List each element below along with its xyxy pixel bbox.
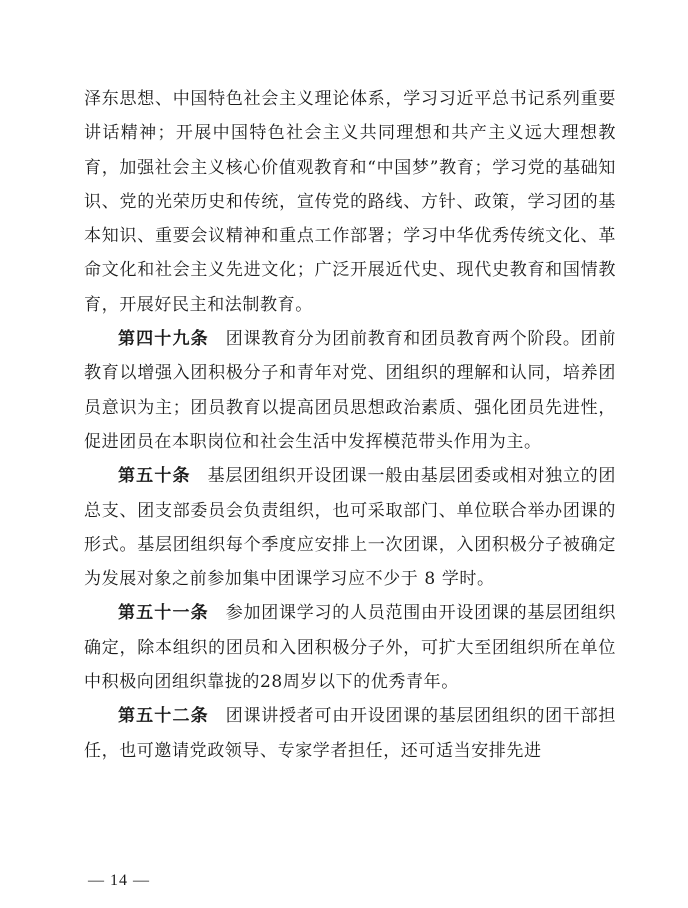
article-title: 第五十条: [118, 466, 191, 487]
article-title: 第五十一条: [118, 603, 209, 624]
article-title: 第四十九条: [118, 329, 209, 350]
article-text: 团课教育分为团前教育和团员教育两个阶段。团前教育以增强入团积极分子和青年对党、团组织的理解和认同，培养团员意识为主；团员教育以提高团员思想政治素质、强化团员先进性，促进团员在本职岗位和社会生活中发挥模范带头作用为主。: [84, 329, 616, 452]
paragraph-text: 泽东思想、中国特色社会主义理论体系，学习习近平总书记系列重要讲话精神；开展中国特色社会主义共同理想和共产主义远大理想教育，加强社会主义核心价值观教育和“中国梦”教育；学习党的基础知识、党的光荣历史和传统，宣传党的路线、方针、政策，学习团的基本知识、重要会议精神和重点工作部署；学习中华优秀传统文化、革命文化和社会主义先进文化；广泛开展近代史、现代史教育和国情教育，开展好民主和法制教育。: [84, 89, 616, 315]
article-49: [84, 322, 616, 459]
page-number: — 14 —: [88, 872, 150, 889]
article-52: [84, 699, 616, 768]
article-text: 团课讲授者可由开设团课的基层团组织的团干部担任，也可邀请党政领导、专家学者担任，还可适当安排先进: [84, 706, 616, 761]
article-text: 基层团组织开设团课一般由基层团委或相对独立的团总支、团支部委员会负责组织，也可采取部门、单位联合举办团课的形式。基层团组织每个季度应安排上一次团课，入团积极分子被确定为发展对象之前参加集中团课学习应不少于 8 学时。: [84, 466, 616, 590]
document-body: [84, 82, 616, 768]
article-text: 参加团课学习的人员范围由开设团课的基层团组织确定，除本组织的团员和入团积极分子外，可扩大至团组织所在单位中积极向团组织靠拢的28周岁以下的优秀青年。: [84, 603, 616, 693]
paragraph-continuation: [84, 82, 616, 322]
article-50: [84, 459, 616, 596]
article-51: [84, 596, 616, 699]
article-title: 第五十二条: [118, 706, 209, 727]
